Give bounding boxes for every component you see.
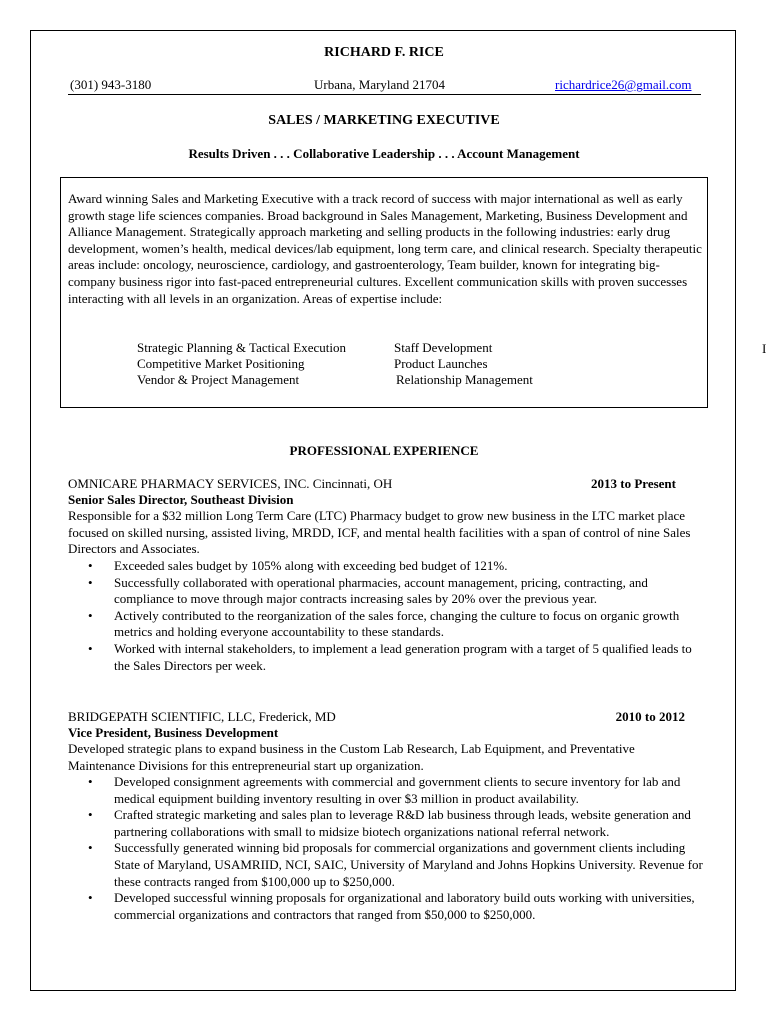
- expertise-item: Strategic Planning & Tactical Execution: [137, 340, 346, 355]
- bullet-item: [68, 807, 704, 840]
- bullet-dot: •: [88, 558, 93, 573]
- headline: SALES / MARKETING EXECUTIVE: [268, 113, 500, 128]
- bullet-text: Developed successful winning proposals for organizational and laboratory build outs working with universities, commercial organizations and contractors that ranged from $50,000 to $250,000.: [114, 890, 695, 922]
- margin-letter: I: [762, 341, 767, 356]
- bullet-item: [68, 774, 704, 807]
- bullet-item: [68, 575, 704, 608]
- tagline: Results Driven . . . Collaborative Leadership . . . Account Management: [188, 146, 580, 161]
- bullet-dot: •: [88, 774, 93, 789]
- expertise-item: Vendor & Project Management: [137, 372, 300, 387]
- bullet-dot: •: [88, 890, 93, 906]
- bullet-text: Exceeded sales budget by 105% along with exceeding bed budget of 121%.: [114, 558, 508, 573]
- bullet-text: Worked with internal stakeholders, to implement a lead generation program with a target of 5 qualified leads to the Sales Directors per week.: [114, 640, 692, 673]
- expertise-item: Competitive Market Positioning: [137, 356, 305, 371]
- bullet-dot: •: [88, 574, 93, 590]
- company-name: OMNICARE PHARMACY SERVICES, INC. Cincinnati, OH: [68, 476, 393, 491]
- bullet-dot: •: [88, 807, 93, 823]
- email-link[interactable]: richardrice26@gmail.com: [555, 77, 692, 92]
- expertise-row: [137, 340, 533, 356]
- bullet-item: [68, 558, 704, 575]
- job-dates: 2010 to 2012: [615, 709, 685, 724]
- company-name: BRIDGEPATH SCIENTIFIC, LLC, Frederick, MD: [68, 709, 336, 724]
- expertise-item: Staff Development: [394, 340, 493, 355]
- job-title: Senior Sales Director, Southeast Division: [68, 492, 294, 507]
- job-description: Responsible for a $32 million Long Term Care (LTC) Pharmacy budget to grow new business in the LTC market place focused on skilled nursing, assisted living, MRDD, ICF, and mental health facilities with a span of control of nine Sales Directors and Associates.: [68, 508, 691, 557]
- candidate-name: RICHARD F. RICE: [324, 45, 444, 60]
- expertise-item: Product Launches: [394, 356, 488, 371]
- expertise-row: [137, 372, 533, 388]
- bullet-item: [68, 840, 704, 890]
- bullet-item: [68, 608, 704, 641]
- section-title-experience: PROFESSIONAL EXPERIENCE: [289, 443, 479, 458]
- bullet-text: Actively contributed to the reorganization of the sales force, changing the culture to focus on organic growth metrics and holding everyone accountability to these standards.: [114, 607, 680, 640]
- bullet-dot: •: [88, 640, 93, 656]
- bullet-dot: •: [88, 840, 93, 856]
- bullet-item: [68, 890, 704, 923]
- summary-text: Award winning Sales and Marketing Executive with a track record of success with major international as well as early growth stage life sciences companies. Broad background in Sales Management, Marketing, Business Development and Alliance Management. Strategically approach marketing and selling products in the following industries: early drug development, women’s health, medical devices/lab equipment, long term care, and clinical research. Specialty therapeutic areas include: oncology, neuroscience, cardiology, and gastroenterology, Team builder, known for integrating big-company business rigor into fast-paced entrepreneurial cultures. Excellent communication skills with proven successes interacting with all levels in an organization. Areas of expertise include:: [68, 191, 702, 306]
- header-divider: [68, 94, 701, 95]
- expertise-list: [137, 340, 533, 388]
- bullet-text: Crafted strategic marketing and sales plan to leverage R&D lab business through leads, website generation and partnering collaborations with small to midsize biotech organizations national referral network.: [114, 807, 691, 839]
- bullet-list: [68, 774, 704, 923]
- bullet-text: Successfully collaborated with operational pharmacies, account management, pricing, contracting, and compliance to move through major contracts increasing sales by 20% over the previous year.: [114, 574, 648, 607]
- bullet-text: Successfully generated winning bid proposals for commercial organizations and government clients including State of Maryland, USAMRIID, NCI, SAIC, University of Maryland and Johns Hopkins University. Revenue for these contracts ranged from $100,000 up to $250,000.: [114, 840, 703, 889]
- bullet-text: Developed consignment agreements with commercial and government clients to secure inventory for lab and medical equipment building inventory resulting in over $3 million in product availability.: [114, 774, 681, 806]
- expertise-item: Relationship Management: [396, 372, 533, 387]
- bullet-item: [68, 641, 704, 674]
- job-title: Vice President, Business Development: [68, 725, 279, 740]
- job-dates: 2013 to Present: [591, 476, 676, 491]
- bullet-list: [68, 558, 704, 674]
- bullet-dot: •: [88, 607, 93, 623]
- expertise-row: [137, 356, 533, 372]
- job-description: Developed strategic plans to expand business in the Custom Lab Research, Lab Equipment, and Preventative Maintenance Divisions for this entrepreneurial start up organization.: [68, 741, 635, 773]
- address: Urbana, Maryland 21704: [314, 77, 446, 92]
- phone-number: (301) 943-3180: [70, 77, 152, 92]
